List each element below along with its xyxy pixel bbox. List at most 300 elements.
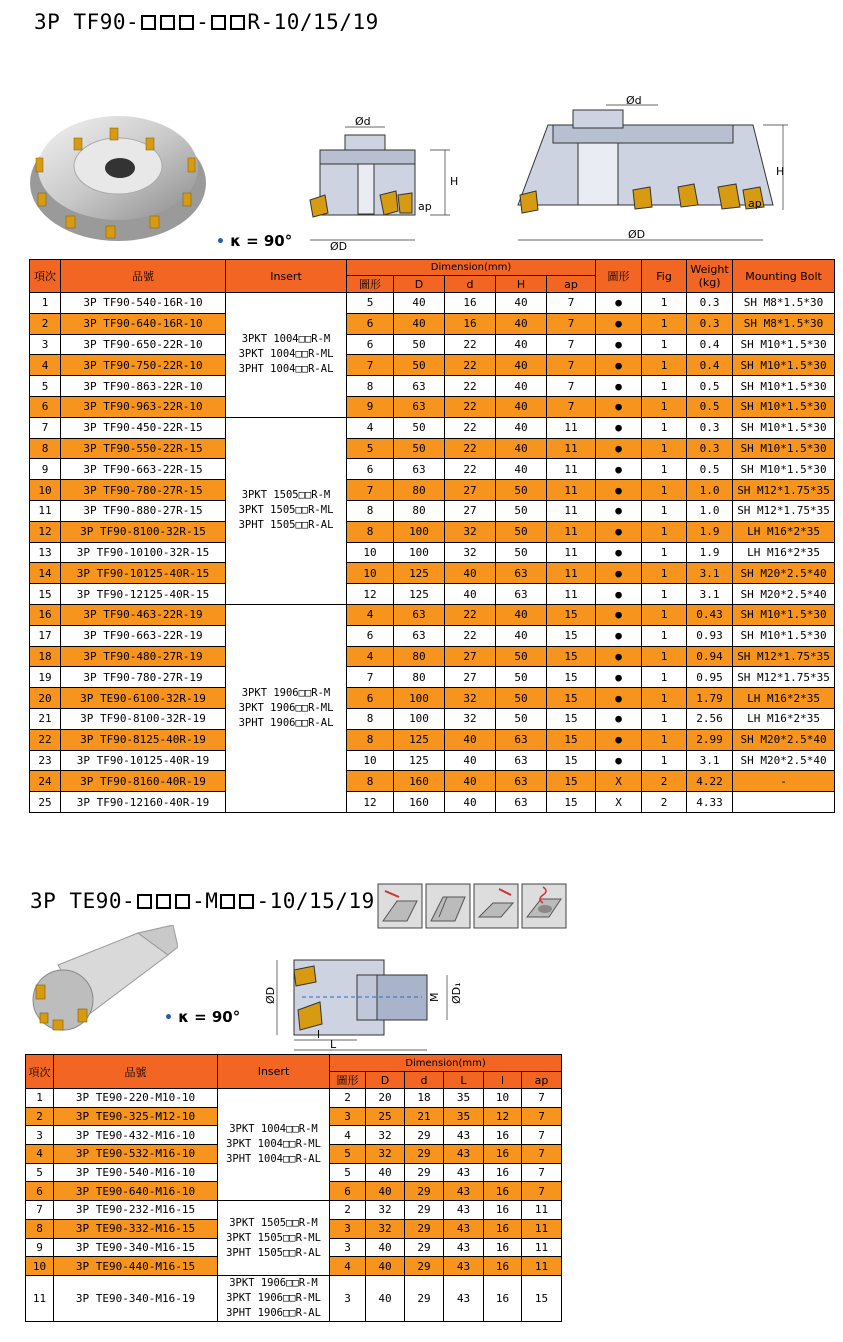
table-cell: 50 <box>496 688 547 709</box>
table-cell: 1 <box>642 521 687 542</box>
table-cell: 40 <box>496 334 547 355</box>
table-cell: 3 <box>30 334 61 355</box>
table-cell: 12 <box>30 521 61 542</box>
table-cell: 2 <box>26 1107 54 1126</box>
table-cell: 0.93 <box>687 625 733 646</box>
table-cell: 16 <box>484 1275 522 1321</box>
insert-cell <box>218 1201 330 1276</box>
insert-line: 3PKT 1906□□R-M <box>229 1276 318 1289</box>
table-cell: 29 <box>405 1238 444 1257</box>
table-cell: 10 <box>26 1257 54 1276</box>
table-cell: 29 <box>405 1257 444 1276</box>
table-cell: 43 <box>444 1126 484 1145</box>
table-cell: 0.43 <box>687 604 733 625</box>
table-cell: 100 <box>394 542 445 563</box>
table-cell: 8 <box>347 376 394 397</box>
face-milling-icon <box>378 884 422 928</box>
col-l: l <box>484 1072 522 1089</box>
table-cell: 3P TF90-663-22R-19 <box>61 625 226 646</box>
table-cell: 50 <box>496 667 547 688</box>
table-cell: 15 <box>522 1275 562 1321</box>
table-cell: 1.0 <box>687 480 733 501</box>
insert-line: 3PKT 1906□□R-M <box>241 686 331 699</box>
table-cell: 10 <box>484 1089 522 1108</box>
table-cell: SH M20*2.5*40 <box>733 584 835 605</box>
table-row <box>30 334 835 355</box>
table-cell: 15 <box>547 750 596 771</box>
table-cell: 3 <box>26 1126 54 1145</box>
table-cell: 100 <box>394 521 445 542</box>
table-cell: ● <box>596 500 642 521</box>
table-cell: 3P TF90-8100-32R-15 <box>61 521 226 542</box>
table-cell: 50 <box>496 521 547 542</box>
insert-cell <box>218 1089 330 1201</box>
svg-text:ap: ap <box>418 200 432 213</box>
table-cell: 3P TF90-8100-32R-19 <box>61 708 226 729</box>
col-bolt: Mounting Bolt <box>733 260 835 293</box>
table-cell: 1 <box>642 708 687 729</box>
table-cell: 10 <box>30 480 61 501</box>
table-cell: 50 <box>394 438 445 459</box>
table-cell: 15 <box>547 792 596 813</box>
table-cell: 40 <box>496 313 547 334</box>
table-row <box>30 792 835 813</box>
table-cell: 50 <box>496 542 547 563</box>
table-cell: 50 <box>394 355 445 376</box>
table-cell: 10 <box>347 563 394 584</box>
table-cell: 35 <box>444 1089 484 1108</box>
table-cell: 16 <box>484 1238 522 1257</box>
table-cell: 1.0 <box>687 500 733 521</box>
table-cell: 10 <box>347 750 394 771</box>
insert-line: 3PKT 1004□□R-M <box>229 1123 318 1136</box>
table-cell: 80 <box>394 480 445 501</box>
table-cell: 1 <box>642 667 687 688</box>
table-cell: X <box>596 792 642 813</box>
table-cell: 0.3 <box>687 313 733 334</box>
table-cell: 29 <box>405 1126 444 1145</box>
table-row <box>30 708 835 729</box>
insert-line: 3PKT 1004□□R-ML <box>226 1138 321 1151</box>
table-cell: 1 <box>642 459 687 480</box>
table-cell: 19 <box>30 667 61 688</box>
col-part: 品號 <box>61 260 226 293</box>
table-cell: 21 <box>405 1107 444 1126</box>
table-cell: 16 <box>445 313 496 334</box>
table-cell: 15 <box>547 625 596 646</box>
slot-milling-icon <box>474 884 518 928</box>
svg-text:ØD: ØD <box>264 986 277 1004</box>
table-cell: 11 <box>547 459 596 480</box>
table-cell: 3P TF90-750-22R-10 <box>61 355 226 376</box>
table-cell: 15 <box>547 667 596 688</box>
table-cell: 2.56 <box>687 708 733 729</box>
table-cell: 40 <box>496 625 547 646</box>
table-cell: ● <box>596 376 642 397</box>
table-cell: 3P TF90-12125-40R-15 <box>61 584 226 605</box>
table-cell: 32 <box>366 1126 405 1145</box>
col-fig: Fig <box>642 260 687 293</box>
col-d: d <box>445 276 496 293</box>
table-cell: 125 <box>394 729 445 750</box>
table-cell: 32 <box>445 708 496 729</box>
insert-line: 3PHT 1505□□R-AL <box>226 1246 321 1259</box>
table-row <box>30 417 835 438</box>
insert-cell <box>226 604 347 812</box>
table-cell: 1 <box>642 750 687 771</box>
table-row <box>30 667 835 688</box>
table-cell: 1.79 <box>687 688 733 709</box>
table-cell: SH M10*1.5*30 <box>733 417 835 438</box>
col-ap: ap <box>547 276 596 293</box>
table-cell: 63 <box>394 376 445 397</box>
table-cell: 0.5 <box>687 396 733 417</box>
table-cell: 1 <box>642 355 687 376</box>
table-row <box>30 376 835 397</box>
table-cell: 29 <box>405 1145 444 1164</box>
insert-line: 3PKT 1004□□R-M <box>241 333 331 346</box>
table-row <box>30 480 835 501</box>
table-cell: 22 <box>445 396 496 417</box>
table-cell: 0.5 <box>687 376 733 397</box>
table-cell: 3P TF90-480-27R-19 <box>61 646 226 667</box>
table-cell: 7 <box>522 1089 562 1108</box>
table-cell: 12 <box>347 792 394 813</box>
table-cell: 2 <box>330 1089 366 1108</box>
table-cell: ● <box>596 646 642 667</box>
col-insert: Insert <box>226 260 347 293</box>
table-cell: 3P TF90-10125-40R-19 <box>61 750 226 771</box>
table-row <box>30 563 835 584</box>
svg-text:H: H <box>776 165 785 178</box>
table-cell: 8 <box>30 438 61 459</box>
table-cell: 32 <box>366 1201 405 1220</box>
col-part: 品號 <box>54 1055 218 1089</box>
table-cell: 15 <box>547 708 596 729</box>
table-cell: 40 <box>496 293 547 314</box>
table-cell: ● <box>596 459 642 480</box>
table-cell: 9 <box>26 1238 54 1257</box>
col-H: H <box>496 276 547 293</box>
table-cell: 3P TF90-10100-32R-15 <box>61 542 226 563</box>
table-cell: 4.33 <box>687 792 733 813</box>
svg-text:L: L <box>330 1038 337 1051</box>
insert-line: 3PHT 1004□□R-AL <box>238 363 334 376</box>
table-cell: 0.95 <box>687 667 733 688</box>
table-cell: 43 <box>444 1145 484 1164</box>
table-cell: 50 <box>496 646 547 667</box>
table-cell: 7 <box>522 1182 562 1201</box>
table-cell: 0.3 <box>687 417 733 438</box>
table-cell: 11 <box>522 1201 562 1220</box>
table-cell: 1 <box>642 293 687 314</box>
table-cell: ● <box>596 542 642 563</box>
table-cell: - <box>733 771 835 792</box>
table-cell: 13 <box>30 542 61 563</box>
table-cell: 22 <box>445 625 496 646</box>
table-cell: ● <box>596 334 642 355</box>
table-cell: 3.1 <box>687 750 733 771</box>
table-cell: 7 <box>347 480 394 501</box>
table-cell: 6 <box>347 334 394 355</box>
table-cell: 43 <box>444 1238 484 1257</box>
table-cell: 32 <box>366 1219 405 1238</box>
table-cell: 16 <box>484 1182 522 1201</box>
table-cell: 7 <box>522 1145 562 1164</box>
insert-line: 3PHT 1906□□R-AL <box>226 1306 321 1319</box>
application-icons <box>377 883 567 929</box>
table-cell: 16 <box>484 1163 522 1182</box>
table-cell: 11 <box>547 563 596 584</box>
table-cell: 43 <box>444 1201 484 1220</box>
table-cell: 22 <box>445 459 496 480</box>
table-cell: SH M10*1.5*30 <box>733 438 835 459</box>
table-cell: 3P TF90-663-22R-15 <box>61 459 226 480</box>
table-cell: 12 <box>347 584 394 605</box>
table-cell: 4 <box>330 1257 366 1276</box>
table-cell: 160 <box>394 792 445 813</box>
col-pic: 圖形 <box>596 260 642 293</box>
table-cell: 1 <box>642 625 687 646</box>
col-shape: 圖形 <box>347 276 394 293</box>
col-insert: Insert <box>218 1055 330 1089</box>
table-cell <box>733 792 835 813</box>
table-cell: 6 <box>26 1182 54 1201</box>
table-cell: 22 <box>30 729 61 750</box>
insert-line: 3PKT 1505□□R-ML <box>238 504 334 517</box>
table-cell: 3P TF90-780-27R-19 <box>61 667 226 688</box>
table-row <box>30 500 835 521</box>
table-cell: 22 <box>445 438 496 459</box>
table-cell: 15 <box>547 604 596 625</box>
table-cell: 3 <box>330 1219 366 1238</box>
table-cell: 3P TE90-6100-32R-19 <box>61 688 226 709</box>
insert-line: 3PKT 1505□□R-ML <box>226 1231 321 1244</box>
table-cell: 7 <box>547 334 596 355</box>
table-cell: 80 <box>394 500 445 521</box>
diagram-fig1 <box>300 115 470 255</box>
col-shape: 圖形 <box>330 1072 366 1089</box>
table-cell: 3P TE90-220-M10-10 <box>54 1089 218 1108</box>
table-cell: ● <box>596 355 642 376</box>
table-cell: SH M12*1.75*35 <box>733 500 835 521</box>
table-cell: 11 <box>522 1219 562 1238</box>
table-cell: 3P TE90-532-M16-10 <box>54 1145 218 1164</box>
table-cell: 43 <box>444 1275 484 1321</box>
table-cell: 3P TE90-332-M16-15 <box>54 1219 218 1238</box>
table-cell: 3P TF90-780-27R-15 <box>61 480 226 501</box>
table-cell: SH M12*1.75*35 <box>733 480 835 501</box>
insert-line: 3PKT 1906□□R-ML <box>226 1291 321 1304</box>
svg-text:ØD₁: ØD₁ <box>450 982 463 1004</box>
table-cell: 8 <box>347 500 394 521</box>
table-cell: 27 <box>445 667 496 688</box>
table-cell: 7 <box>522 1107 562 1126</box>
table-cell: 16 <box>484 1219 522 1238</box>
table-cell: 2 <box>642 792 687 813</box>
table-cell: 40 <box>496 438 547 459</box>
table-cell: 18 <box>30 646 61 667</box>
table-cell: 1 <box>642 417 687 438</box>
insert-line: 3PHT 1004□□R-AL <box>226 1153 321 1166</box>
table-cell: 2 <box>330 1201 366 1220</box>
table-cell: 14 <box>30 563 61 584</box>
table-cell: 7 <box>26 1201 54 1220</box>
table-cell: 29 <box>405 1201 444 1220</box>
te90-spec-table <box>25 1054 562 1322</box>
kappa-label-1: • κ = 90° <box>216 232 293 250</box>
table-cell: 16 <box>484 1145 522 1164</box>
table-cell: SH M10*1.5*30 <box>733 625 835 646</box>
table-cell: 63 <box>496 750 547 771</box>
table-cell: 16 <box>445 293 496 314</box>
svg-text:ØD: ØD <box>628 228 646 241</box>
table-cell: SH M20*2.5*40 <box>733 750 835 771</box>
table-cell: 40 <box>496 396 547 417</box>
table-cell: SH M10*1.5*30 <box>733 604 835 625</box>
table-cell: 80 <box>394 646 445 667</box>
table-cell: 11 <box>547 521 596 542</box>
table-cell: 63 <box>496 771 547 792</box>
insert-line: 3PKT 1906□□R-ML <box>238 701 334 714</box>
table-cell: 1 <box>642 688 687 709</box>
table-cell: 7 <box>347 667 394 688</box>
table-cell: 50 <box>496 708 547 729</box>
table-row <box>30 771 835 792</box>
table-cell: 7 <box>547 313 596 334</box>
table-cell: 40 <box>445 584 496 605</box>
table-cell: ● <box>596 625 642 646</box>
table-row <box>30 542 835 563</box>
table-cell: 63 <box>394 604 445 625</box>
col-ap: ap <box>522 1072 562 1089</box>
table-cell: 3P TF90-8125-40R-19 <box>61 729 226 750</box>
table-cell: 4 <box>347 417 394 438</box>
table-cell: 6 <box>30 396 61 417</box>
table-cell: 1 <box>642 646 687 667</box>
table-cell: SH M8*1.5*30 <box>733 313 835 334</box>
section1-title: 3P TF90- - R-10/15/19 <box>34 10 379 34</box>
table-cell: 40 <box>366 1238 405 1257</box>
table-cell: 6 <box>330 1182 366 1201</box>
table-cell: 7 <box>547 396 596 417</box>
table-cell: 4.22 <box>687 771 733 792</box>
table-cell: 9 <box>347 396 394 417</box>
table-cell: 11 <box>547 584 596 605</box>
table-cell: 40 <box>445 771 496 792</box>
table-cell: 3 <box>330 1107 366 1126</box>
table-cell: 25 <box>366 1107 405 1126</box>
table-cell: 5 <box>347 438 394 459</box>
section2-title: 3P TE90- -M -10/15/19 <box>30 889 375 913</box>
table-cell: LH M16*2*35 <box>733 708 835 729</box>
col-L: L <box>444 1072 484 1089</box>
table-cell: 25 <box>30 792 61 813</box>
table-cell: 3P TF90-450-22R-15 <box>61 417 226 438</box>
table-cell: 8 <box>26 1219 54 1238</box>
table-cell: 11 <box>547 480 596 501</box>
table-cell: ● <box>596 417 642 438</box>
table-cell: 3P TF90-540-16R-10 <box>61 293 226 314</box>
table-cell: ● <box>596 667 642 688</box>
col-D: D <box>394 276 445 293</box>
table-cell: 3P TE90-340-M16-19 <box>54 1275 218 1321</box>
table-row <box>30 646 835 667</box>
table-row <box>30 396 835 417</box>
table-cell: 40 <box>366 1275 405 1321</box>
table-row <box>30 729 835 750</box>
diagram-fig2 <box>508 95 793 250</box>
col-no: 項次 <box>26 1055 54 1089</box>
table-cell: 63 <box>496 729 547 750</box>
table-cell: 1 <box>642 604 687 625</box>
table-cell: SH M10*1.5*30 <box>733 355 835 376</box>
table-cell: 12 <box>484 1107 522 1126</box>
table-cell: 15 <box>547 771 596 792</box>
table-cell: 32 <box>445 542 496 563</box>
table-cell: 11 <box>547 438 596 459</box>
table-cell: 22 <box>445 334 496 355</box>
table-cell: ● <box>596 563 642 584</box>
insert-cell <box>218 1275 330 1321</box>
table-cell: 40 <box>366 1257 405 1276</box>
table-cell: 7 <box>522 1126 562 1145</box>
table-cell: 43 <box>444 1219 484 1238</box>
table-cell: 3 <box>330 1275 366 1321</box>
table-cell: 18 <box>405 1089 444 1108</box>
table-cell: ● <box>596 584 642 605</box>
table-cell: ● <box>596 438 642 459</box>
table-cell: 40 <box>496 417 547 438</box>
table-cell: 100 <box>394 708 445 729</box>
table-cell: 27 <box>445 500 496 521</box>
insert-cell <box>226 293 347 418</box>
table-cell: 50 <box>496 500 547 521</box>
table-cell: ● <box>596 708 642 729</box>
table-cell: 1 <box>30 293 61 314</box>
table-cell: 40 <box>496 459 547 480</box>
col-d: d <box>405 1072 444 1089</box>
table-cell: 3P TF90-963-22R-10 <box>61 396 226 417</box>
table-cell: 9 <box>30 459 61 480</box>
table-cell: ● <box>596 604 642 625</box>
table-cell: 3P TF90-550-22R-15 <box>61 438 226 459</box>
col-D: D <box>366 1072 405 1089</box>
table-cell: 3P TE90-325-M12-10 <box>54 1107 218 1126</box>
table-cell: 40 <box>445 729 496 750</box>
endmill-photo <box>28 925 178 1045</box>
table-cell: 3.1 <box>687 563 733 584</box>
table-cell: 4 <box>347 646 394 667</box>
table-cell: 4 <box>347 604 394 625</box>
svg-text:Ød: Ød <box>626 95 642 107</box>
table-cell: 3P TE90-440-M16-15 <box>54 1257 218 1276</box>
table-cell: 29 <box>405 1163 444 1182</box>
table-cell: 8 <box>347 729 394 750</box>
table-cell: 1 <box>642 480 687 501</box>
table-cell: 40 <box>496 376 547 397</box>
table-cell: SH M20*2.5*40 <box>733 729 835 750</box>
table-cell: LH M16*2*35 <box>733 521 835 542</box>
table-cell: 1.9 <box>687 542 733 563</box>
table-cell: 1 <box>642 563 687 584</box>
table-cell: 1 <box>642 376 687 397</box>
table-cell: 3P TE90-432-M16-10 <box>54 1126 218 1145</box>
table-cell: 0.5 <box>687 459 733 480</box>
table-cell: 6 <box>347 688 394 709</box>
table-cell: 3P TE90-640-M16-10 <box>54 1182 218 1201</box>
svg-text:ap: ap <box>748 197 762 210</box>
